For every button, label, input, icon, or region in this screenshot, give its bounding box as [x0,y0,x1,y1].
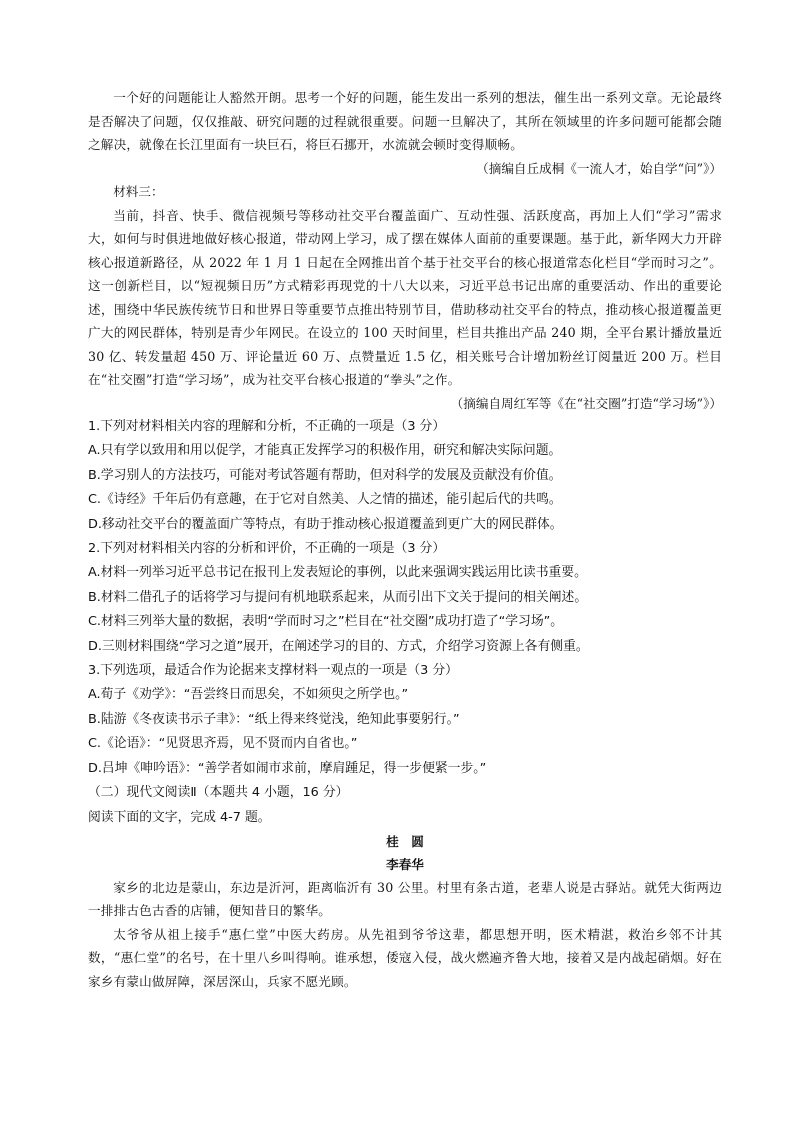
story-paragraph: 太爷爷从祖上接手“惠仁堂”中医大药房。从先祖到爷爷这辈，都思想开明，医术精湛，救治乡邻不计其数，“惠仁堂”的名号，在十里八乡叫得响。谁承想，倭寇入侵，战火燃遍齐鲁大地，接着又是内战起硝烟。好在家乡有蒙山做屏障，深居深山，兵家不愿光顾。 [88,926,722,989]
question-option: C.《论语》：“见贤思齐焉，见不贤而内自省也。” [88,736,358,752]
section-heading: （二）现代文阅读Ⅱ（本题共 4 小题，16 分） [88,785,349,801]
question-option: A.荀子《劝学》：“吾尝终日而思矣，不如须臾之所学也。” [88,687,409,703]
material2-paragraph: 一个好的问题能让人豁然开朗。思考一个好的问题，能生发出一系列的想法，催生出一系列文章。无论最终是否解决了问题，仅仅推敲、研究问题的过程就很重要。问题一旦解决了，其所在领域里的许多问题可能都会随之解决，就像在长江里面有一块巨石，将巨石挪开，水流就会顿时变得顺畅。 [88,90,722,152]
question-option: B.材料二借孔子的话将学习与提问有机地联系起来，从而引出下文关于提问的相关阐述。 [88,589,588,605]
material2-source: （摘编自丘成桐《一流人才，始自学“问”》） [476,160,722,176]
question-option: A.只有学以致用和用以促学，才能真正发挥学习的积极作用，研究和解决实际问题。 [88,443,562,459]
question-option: B.陆游《冬夜读书示子聿》：“纸上得来终觉浅，绝知此事要躬行。” [88,711,460,727]
question-option: B.学习别人的方法技巧，可能对考试答题有帮助，但对科学的发展及贡献没有价值。 [88,467,562,483]
material3-source: （摘编自周红军等《在“社交圈”打造“学习场”》） [450,395,722,411]
story-author: 李春华 [386,856,424,872]
question-option: D.三则材料围绕“学习之道”展开，在阐述学习的目的、方式，介绍学习资源上各有侧重。 [88,638,589,654]
question-2 [88,537,722,659]
question-option: C.材料三列举大量的数据，表明“学而时习之”栏目在“社交圈”成功打造了“学习场”。 [88,614,564,630]
story-paragraph: 家乡的北边是蒙山，东边是沂河，距离临沂有 30 公里。村里有条古道，老辈人说是古驿站。就凭大街两边一排排古色古香的店铺，便知昔日的繁华。 [88,879,722,919]
question-1 [88,415,722,537]
question-stem: 2.下列对材料相关内容的分析和评价，不正确的一项是（3 分） [88,541,446,557]
question-option: D.移动社交平台的覆盖面广等特点，有助于推动核心报道覆盖到更广大的网民群体。 [88,516,563,532]
question-stem: 3.下列选项，最适合作为论据来支撑材料一观点的一项是（3 分） [88,663,458,679]
material3-paragraph: 当前，抖音、快手、微信视频号等移动社交平台覆盖面广、互动性强、活跃度高，再加上人们“学习”需求大，如何与时俱进地做好核心报道，带动网上学习，成了摆在媒体人面前的重要课题。基于此，新华网大力开辟核心报道新路径，从 2022 年 1 月 1 日起在全网推出首个基于社交平台的核心报道常态化栏目“学而时习之”。这一创新栏目，以“短视频日历”方式精彩再现党的十八大以来，习近平总书记出席的重要活动、作出的重要论述，围绕中华民族传统节日和世界日等重要节点推出特别节目，借助移动社交平台的特点，推动核心报道覆盖更广大的网民群体，特别是青少年网民。在设立的 100 天时间里，栏目共推出产品 240 期，全平台累计播放量近 30 亿、转发量超 450 万、评论量近 60 万、点赞量近 1.5 亿，相关账号合计增加粉丝订阅量近 200 万。栏目在“社交圈”打造“学习场”，成为社交平台核心报道的“拳头”之作。 [88,207,722,387]
question-option: C.《诗经》千年后仍有意趣，在于它对自然美、人之情的描述，能引起后代的共鸣。 [88,492,562,508]
question-3 [88,659,722,781]
question-option: A.材料一列举习近平总书记在报刊上发表短论的事例，以此来强调实践运用比读书重要。 [88,565,587,581]
section-instruction: 阅读下面的文字，完成 4-7 题。 [88,809,271,825]
story-title: 桂 圆 [386,833,424,849]
question-option: D.吕坤《呻吟语》：“善学者如闹市求前，摩肩踵足，得一步便紧一步。” [88,760,487,776]
material3-heading: 材料三： [113,184,164,199]
question-stem: 1.下列对材料相关内容的理解和分析，不正确的一项是（3 分） [88,419,446,434]
